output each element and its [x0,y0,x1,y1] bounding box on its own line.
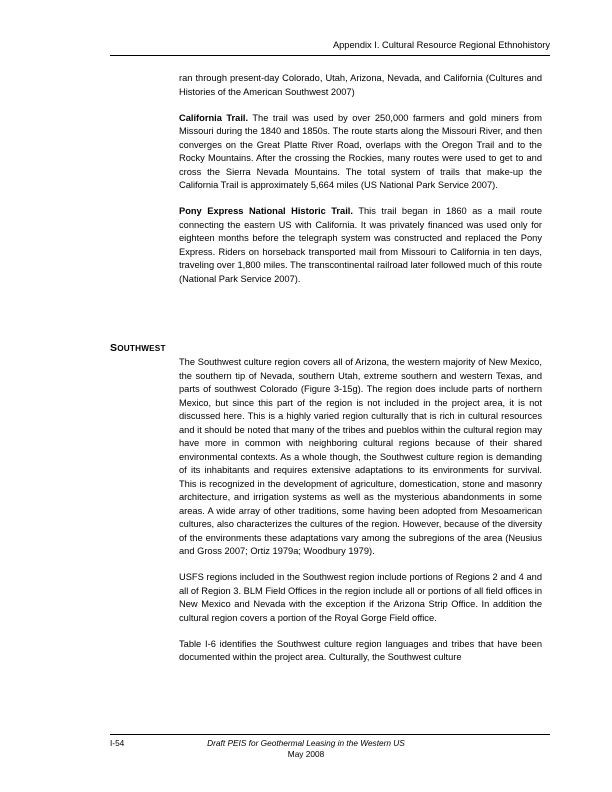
paragraph-continuation [179,72,542,99]
header-divider [110,55,550,56]
paragraph-usfs-regions: USFS regions included in the Southwest region include portions of Regions 2 and 4 and all of Region 3. BLM Field Offices in the region include all or portions of all field offices in New Mexico and Nevada with the exception if the Arizona Strip Office. In addition the cultural region covers a portion of the Royal Gorge Field office. [179,572,542,623]
paragraph-pony-express [179,205,542,286]
paragraph-table-reference: Table I-6 identifies the Southwest culture region languages and tribes that have been documented within the project area. Culturally, the Southwest culture [179,638,542,662]
paragraph-text: The trail was used by over 250,000 farmers and gold miners from Missouri during the 1840 and 1850s. The route starts along the Missouri River, and then converges on the Great Platte River Road, overlaps with the Oregon Trail and to the Rocky Mountains. After the crossing the Rockies, many routes were used to get to and cross the Sierra Nevada Mountains. The total system of trails that make-up the California Trail is approximately 5,664 miles (US National Park Service 2007). [179,112,542,190]
section-heading [110,342,166,354]
paragraph-southwest-overview: The Southwest culture region covers all of Arizona, the western majority of New Mexico, the southern tip of Nevada, southern Utah, extreme southern and western Texas, and parts of southwest Colorado (Figure 3-15g). The region does include parts of northern Mexico, but since this part of the region is not included in the project area, it is not discussed here. This is a highly varied region culturally that is rich in cultural resources and it should be noted that many of the tribes and pueblos within the cultural region may have more in common with neighboring cultural regions because of their shared environmental contexts. As a whole though, the Southwest culture region is demanding of its inhabitants and requires extensive adaptations to its environments for survival. This is recognized in the development of agriculture, domestication, stone and masonry architecture, and irrigation systems as well as the mysterious abandonments in some areas. A wide array of other traditions, some having been adopted from Mesoamerican cultures, also characterizes the cultures of the region. However, because of the diversity of the environments these adaptations vary among the subregions of the area (Neusius and Gross 2007; Ortiz 1979a; Woodbury 1979). [179,357,542,556]
footer-date: May 2008 [287,749,325,759]
page-number: I-54 [110,738,125,748]
body-southwest [179,356,542,677]
paragraph-text: This trail began in 1860 as a mail route connecting the eastern US with California. It was privately financed was used only for eighteen months before the telegraph system was constructed and replaced the Pony Express. Riders on horseback transported mail from Missouri to California in ten days, traveling over 1,800 miles. The transcontinental railroad later followed much of this route (National Park Service 2007). [179,206,542,284]
running-header: Appendix I. Cultural Resource Regional Ethnohistory [332,40,550,50]
run-in-heading: California Trail. [179,112,249,123]
heading-initial: S [110,342,118,354]
paragraph-california-trail [179,112,542,193]
run-in-heading: Pony Express National Historic Trail. [179,206,353,216]
paragraph-text: ran through present-day Colorado, Utah, Arizona, Nevada, and California (Cultures and Histories of the American Southwest 2007) [179,73,542,97]
body-top [179,72,542,299]
footer-doc-title: Draft PEIS for Geothermal Leasing in the Western US [207,738,405,748]
heading-rest: OUTHWEST [117,344,166,353]
footer-divider [110,734,550,735]
